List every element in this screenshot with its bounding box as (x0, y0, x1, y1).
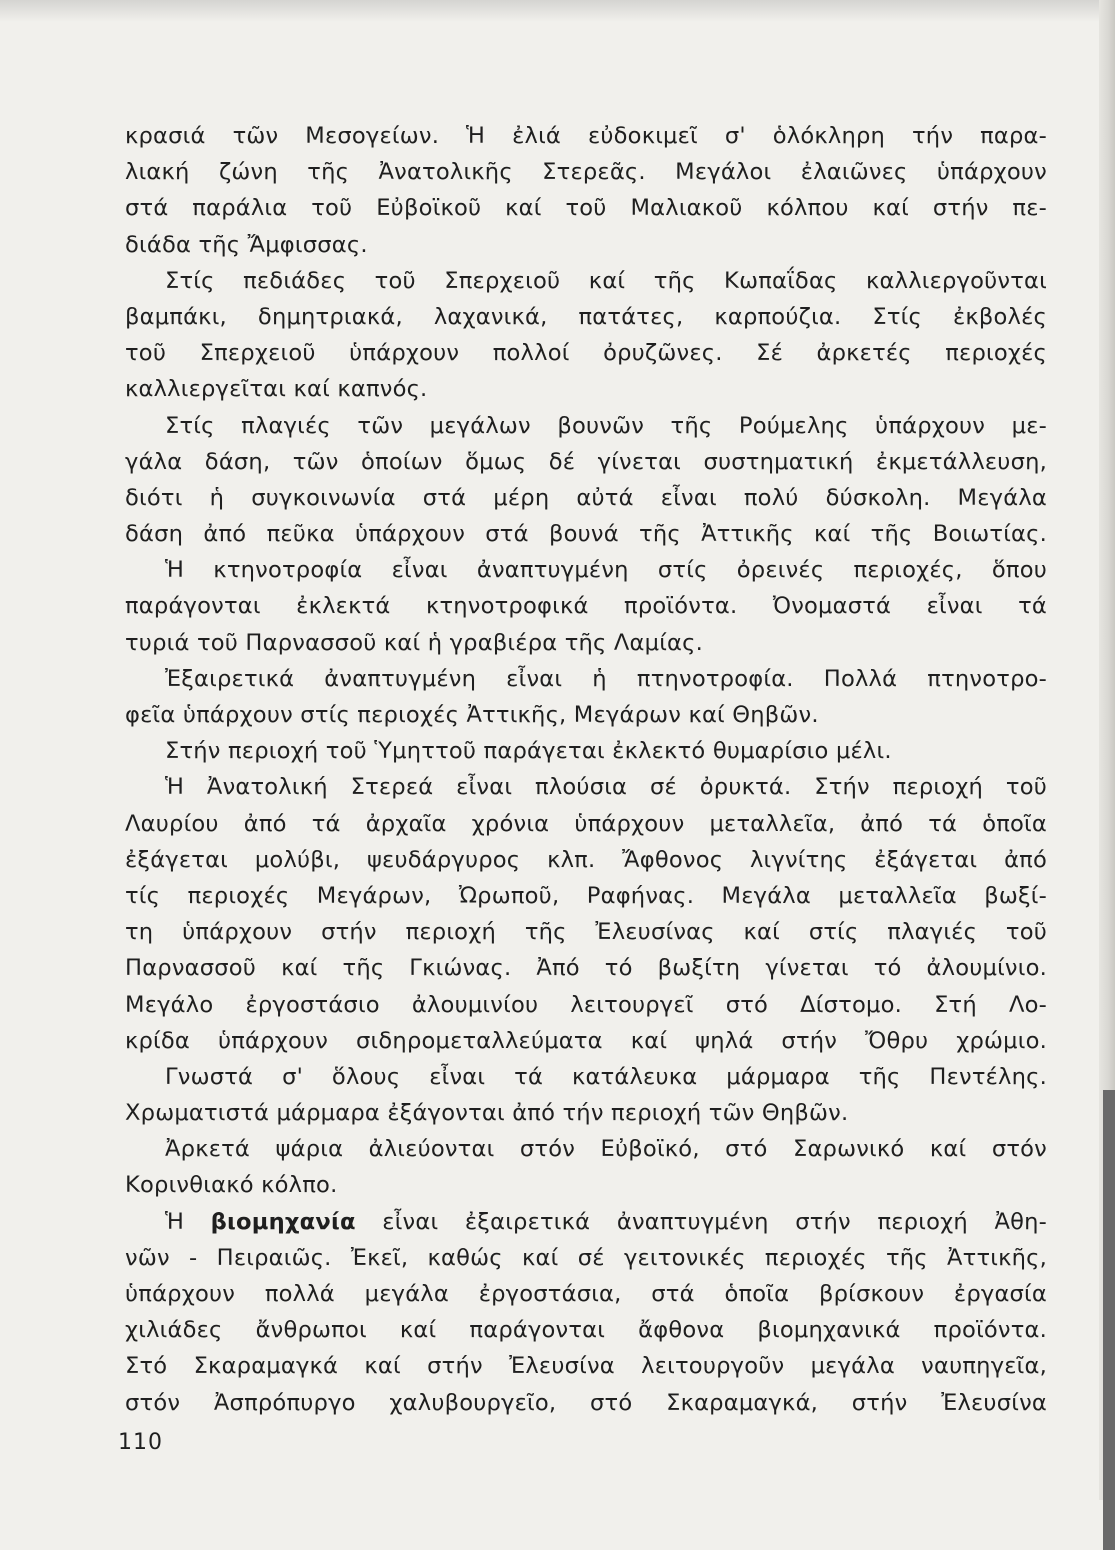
text-line: λιακή ζώνη τῆς Ἀνατολικῆς Στερεᾶς. Μεγάλοι ἐλαιῶνες ὑπάρχουν (125, 159, 1047, 186)
text-line: Λαυρίου ἀπό τά ἀρχαῖα χρόνια ὑπάρχουν μεταλλεῖα, ἀπό τά ὁποῖα (125, 810, 1047, 837)
page-top-shadow (0, 0, 1115, 22)
text-line: Στήν περιοχή τοῦ Ὑμηττοῦ παράγεται ἐκλεκτό θυμαρίσιο μέλι. (165, 738, 892, 765)
text-line: βαμπάκι, δημητριακά, λαχανικά, πατάτες, καρπούζια. Στίς ἐκβολές (125, 303, 1047, 330)
text-line: Στό Σκαραμαγκά καί στήν Ἐλευσίνα λειτουργοῦν μεγάλα ναυπηγεῖα, (125, 1353, 1047, 1380)
text-line: Ἐξαιρετικά ἀναπτυγμένη εἶναι ἡ πτηνοτροφία. Πολλά πτηνοτρο- (165, 665, 1047, 692)
text-line: παράγονται ἐκλεκτά κτηνοτροφικά προϊόντα. Ὀνομαστά εἶναι τά (125, 593, 1047, 620)
text-line: χιλιάδες ἄνθρωποι καί παράγονται ἄφθονα βιομηχανικά προϊόντα. (125, 1317, 1047, 1344)
text-line: Παρνασσοῦ καί τῆς Γκιώνας. Ἀπό τό βωξίτη γίνεται τό ἀλουμίνιο. (125, 955, 1047, 982)
text-line: Ἡ κτηνοτροφία εἶναι ἀναπτυγμένη στίς ὀρεινές περιοχές, ὅπου (165, 557, 1047, 584)
text-line (125, 1204, 1047, 1240)
page-number: 110 (118, 1430, 163, 1455)
text-line: Ἀρκετά ψάρια ἀλιεύονται στόν Εὐβοϊκό, στό Σαρωνικό καί στόν (165, 1136, 1047, 1163)
text-line: δάση ἀπό πεῦκα ὑπάρχουν στά βουνά τῆς Ἀττικῆς καί τῆς Βοιωτίας. (125, 521, 1047, 548)
keyword-industry: βιομηχανία (210, 1208, 356, 1235)
text-line: Χρωματιστά μάρμαρα ἐξάγονται ἀπό τήν περιοχή τῶν Θηβῶν. (125, 1100, 849, 1127)
text-line: Στίς πεδιάδες τοῦ Σπερχειοῦ καί τῆς Κωπαΐδας καλλιεργοῦνται (165, 267, 1047, 294)
text-line: ἐξάγεται μολύβι, ψευδάργυρος κλπ. Ἄφθονος λιγνίτης ἐξάγεται ἀπό (125, 846, 1047, 873)
text-line: στά παράλια τοῦ Εὐβοϊκοῦ καί τοῦ Μαλιακοῦ κόλπου καί στήν πε- (125, 195, 1047, 222)
line-start: Ἡ (165, 1208, 185, 1235)
text-line: κρασιά τῶν Μεσογείων. Ἡ ἐλιά εὐδοκιμεῖ σ' ὁλόκληρη τήν παρα- (125, 123, 1047, 149)
text-line: φεῖα ὑπάρχουν στίς περιοχές Ἀττικῆς, Μεγάρων καί Θηβῶν. (125, 702, 819, 728)
page-edge (1099, 0, 1115, 1500)
text-line: στόν Ἀσπρόπυργο χαλυβουργεῖο, στό Σκαραμαγκά, στήν Ἐλευσίνα (125, 1389, 1047, 1416)
text-line: καλλιεργεῖται καί καπνός. (125, 376, 428, 403)
text-line: Στίς πλαγιές τῶν μεγάλων βουνῶν τῆς Ρούμελης ὑπάρχουν με- (165, 412, 1047, 439)
text-line: Κορινθιακό κόλπο. (125, 1172, 338, 1199)
text-line: κρίδα ὑπάρχουν σιδηρομεταλλεύματα καί ψηλά στήν Ὄθρυ χρώμιο. (125, 1027, 1047, 1054)
text-line: τοῦ Σπερχειοῦ ὑπάρχουν πολλοί ὀρυζῶνες. Σέ ἀρκετές περιοχές (125, 340, 1047, 367)
text-line: Γνωστά σ' ὅλους εἶναι τά κατάλευκα μάρμαρα τῆς Πεντέλης. (165, 1063, 1047, 1090)
page-edge-band (1103, 1090, 1115, 1550)
text-line: Ἡ Ἀνατολική Στερεά εἶναι πλούσια σέ ὀρυκτά. Στήν περιοχή τοῦ (165, 774, 1047, 801)
line-rest: εἶναι ἐξαιρετικά ἀναπτυγμένη στήν περιοχή Ἀθη- (382, 1208, 1047, 1235)
text-line: γάλα δάση, τῶν ὁποίων ὅμως δέ γίνεται συστηματική ἐκμετάλλευση, (125, 448, 1047, 475)
text-line: διάδα τῆς Ἄμφισσας. (125, 231, 368, 258)
text-line: τίς περιοχές Μεγάρων, Ὠρωποῦ, Ραφήνας. Μεγάλα μεταλλεῖα βωξί- (125, 882, 1047, 909)
text-line: τυριά τοῦ Παρνασσοῦ καί ἡ γραβιέρα τῆς Λαμίας. (125, 629, 703, 656)
text-line: τη ὑπάρχουν στήν περιοχή τῆς Ἐλευσίνας καί στίς πλαγιές τοῦ (125, 919, 1047, 946)
text-line: διότι ἡ συγκοινωνία στά μέρη αὐτά εἶναι πολύ δύσκολη. Μεγάλα (125, 484, 1047, 511)
text-line: Μεγάλο ἐργοστάσιο ἀλουμινίου λειτουργεῖ στό Δίστομο. Στή Λο- (125, 991, 1047, 1018)
text-line: ὑπάρχουν πολλά μεγάλα ἐργοστάσια, στά ὁποῖα βρίσκουν ἐργασία (125, 1281, 1047, 1307)
text-line: νῶν - Πειραιῶς. Ἐκεῖ, καθώς καί σέ γειτονικές περιοχές τῆς Ἀττικῆς, (125, 1244, 1047, 1271)
body-text (125, 118, 1047, 1421)
